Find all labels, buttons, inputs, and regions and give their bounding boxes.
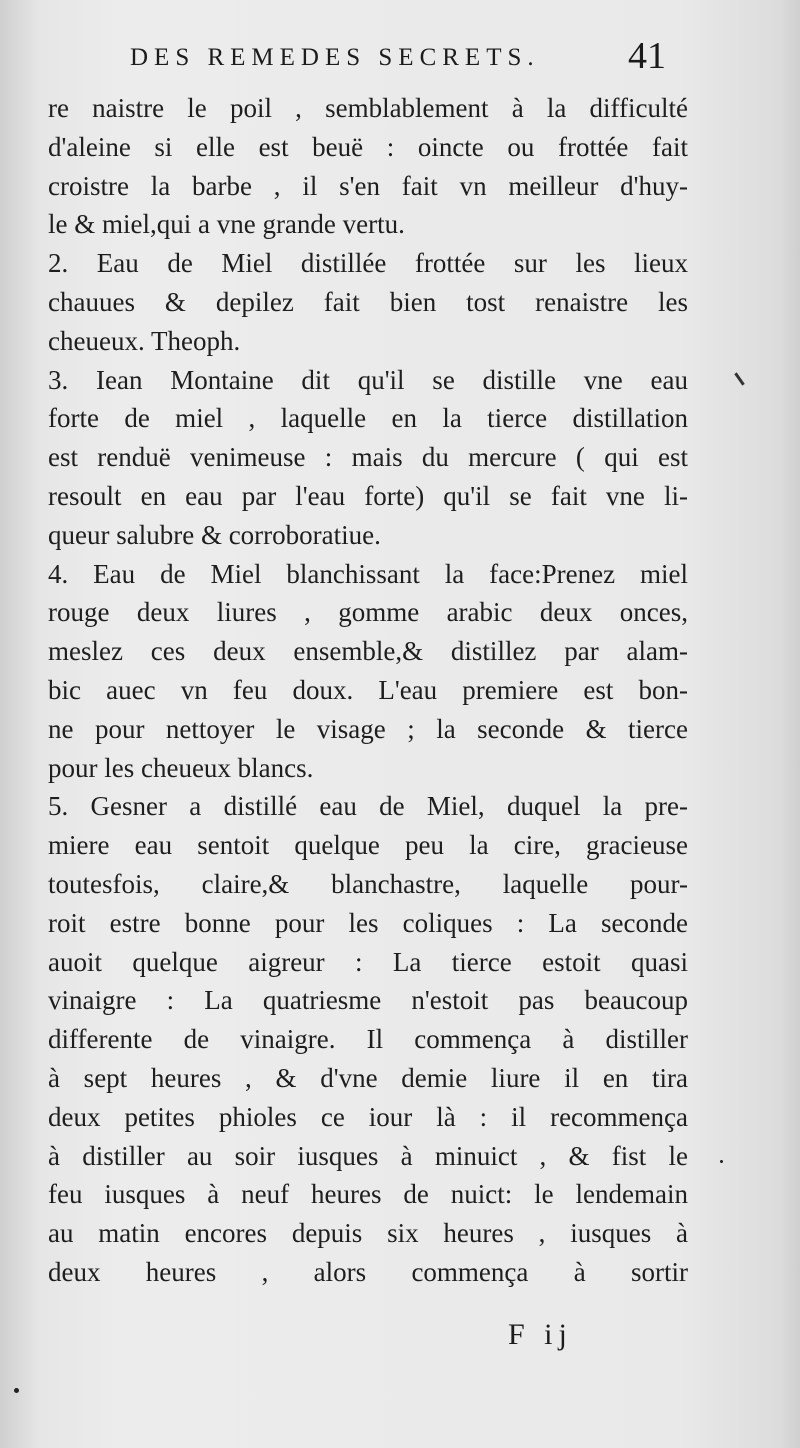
body-text [48, 89, 688, 1292]
text-line: est renduë venimeuse : mais du mercure ( qui est [48, 442, 688, 473]
ink-mark [734, 372, 744, 385]
text-line: à sept heures , & d'vne demie liure il en tira [48, 1062, 688, 1093]
text-line: queur salubre & corroboratiue. [48, 519, 381, 550]
text-line: feu iusques à neuf heures de nuict: le lendemain [48, 1179, 688, 1210]
text-line: meslez ces deux ensemble,& distillez par alam- [48, 636, 688, 667]
text-line: resoult en eau par l'eau forte) qu'il se fait vne li- [48, 480, 688, 511]
text-line: ne pour nettoyer le visage ; la seconde & tierce [48, 713, 688, 744]
text-line: rouge deux liures , gomme arabic deux onces, [48, 597, 688, 628]
text-line: deux petites phioles ce iour là : il recommença [48, 1101, 688, 1132]
text-line: 2. Eau de Miel distillée frottée sur les lieux [48, 248, 688, 279]
text-line: re naistre le poil , semblablement à la difficulté [48, 93, 688, 123]
text-line: 3. Iean Montaine dit qu'il se distille vne eau [48, 364, 688, 395]
running-title: DES REMEDES SECRETS. [130, 44, 540, 71]
text-line: le & miel,qui a vne grande vertu. [48, 209, 405, 240]
text-line: roit estre bonne pour les coliques : La seconde [48, 907, 688, 938]
text-line: toutesfois, claire,& blanchastre, laquelle pour- [48, 868, 688, 899]
text-line: chauues & depilez fait bien tost renaistre les [48, 286, 688, 317]
ink-speck [720, 1160, 723, 1163]
text-line: forte de miel , laquelle en la tierce distillation [48, 403, 688, 434]
text-line: au matin encores depuis six heures , iusques à [48, 1218, 688, 1249]
text-line: miere eau sentoit quelque peu la cire, gracieuse [48, 830, 688, 861]
text-line: croistre la barbe , il s'en fait vn meilleur d'huy- [48, 170, 688, 201]
ink-speck [14, 1388, 19, 1393]
text-line: deux heures , alors commença à sortir [48, 1256, 688, 1287]
page-number: 41 [628, 35, 666, 77]
text-line: differente de vinaigre. Il commença à distiller [48, 1024, 688, 1055]
text-line: cheueux. Theoph. [48, 325, 241, 356]
signature-mark: F ij [508, 1318, 573, 1351]
text-line: 5. Gesner a distillé eau de Miel, duquel la pre- [48, 791, 688, 822]
text-line: vinaigre : La quatriesme n'estoit pas beaucoup [48, 985, 688, 1016]
text-line: d'aleine si elle est beuë : oincte ou frottée fait [48, 131, 688, 162]
text-line: bic auec vn feu doux. L'eau premiere est bon- [48, 674, 688, 705]
text-line: pour les cheueux blancs. [48, 752, 314, 783]
text-line: auoit quelque aigreur : La tierce estoit quasi [48, 946, 688, 977]
text-line: à distiller au soir iusques à minuict , & fist le [48, 1140, 688, 1171]
text-line: 4. Eau de Miel blanchissant la face:Prenez miel [48, 558, 688, 589]
